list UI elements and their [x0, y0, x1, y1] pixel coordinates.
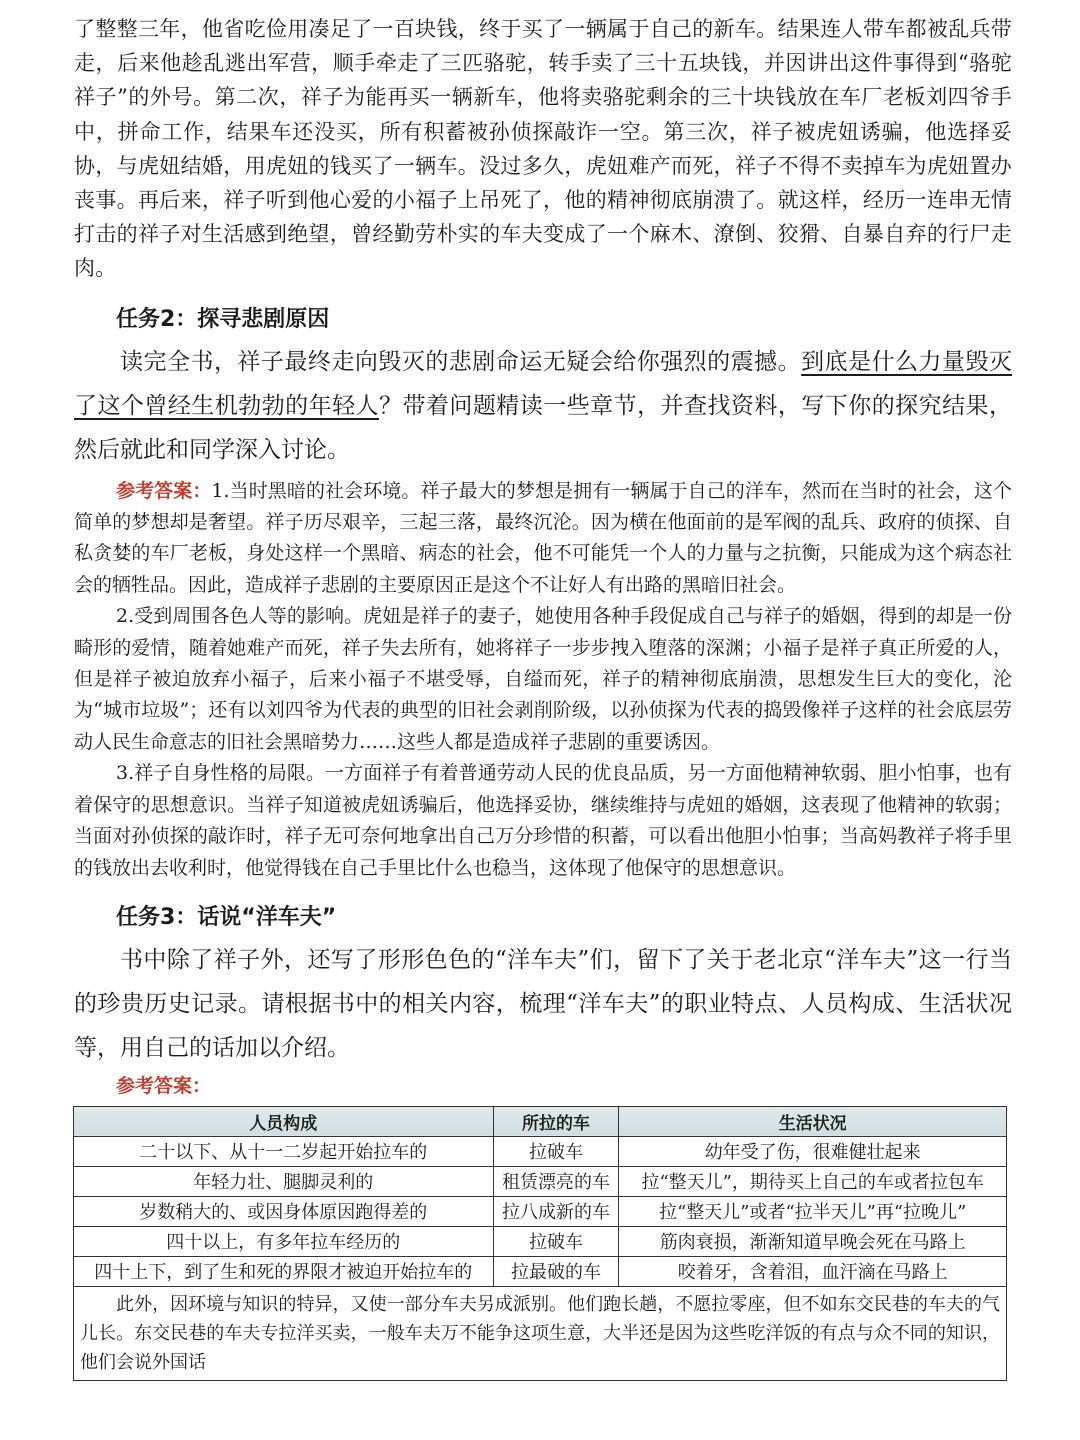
cell-vehicle: 拉八成新的车 — [493, 1196, 619, 1226]
header-vehicle: 所拉的车 — [493, 1106, 619, 1136]
task3-answer-label: 参考答案： — [116, 1074, 212, 1097]
table-note — [74, 1286, 1007, 1380]
task2-intro-underlined-question: 到底是什么力量毁灭了这个曾经生机勃勃的年轻人 — [74, 348, 1013, 419]
task2-heading: 任务2：探寻悲剧原因 — [116, 306, 330, 332]
cell-vehicle: 拉破车 — [493, 1226, 619, 1256]
table-row — [74, 1226, 1007, 1256]
task2-answer-1 — [74, 476, 1012, 602]
cell-members: 四十以上，有多年拉车经历的 — [74, 1226, 494, 1256]
table-row — [74, 1196, 1007, 1226]
table-note-text: 此外，因环境与知识的特异，又使一部分车夫另成派别。他们跑长趟，不愿拉零座，但不如东交民巷的车夫的气儿长。东交民巷的车夫专拉洋买卖，一般车夫万不能争这项生意，大半还是因为这些吃洋饭的有点与众不同的知识，他们会说外国话 — [80, 1293, 1000, 1373]
cell-vehicle: 拉破车 — [493, 1136, 619, 1166]
table-row — [74, 1166, 1007, 1196]
cell-members: 岁数稍大的、或因身体原因跑得差的 — [74, 1196, 494, 1226]
cell-members: 四十上下，到了生和死的界限才被迫开始拉车的 — [74, 1256, 494, 1286]
cell-living: 幼年受了伤，很难健壮起来 — [619, 1136, 1007, 1166]
cell-vehicle: 租赁漂亮的车 — [493, 1166, 619, 1196]
task2-answer-2: 2.受到周围各色人等的影响。虎妞是祥子的妻子，她使用各种手段促成自己与祥子的婚姻，得到的却是一份畸形的爱情，随着她难产而死，祥子失去所有，她将祥子一步步拽入堕落的深渊；小福子是祥子真正所爱的人，但是祥子被迫放弃小福子，后来小福子不堪受辱，自缢而死，祥子的精神彻底崩溃，思想发生巨大的变化，沦为“城市垃圾”；还有以刘四爷为代表的典型的旧社会剥削阶级，以孙侦探为代表的捣毁像祥子这样的社会底层劳动人民生命意志的旧社会黑暗势力……这些人都是造成祥子悲剧的重要诱因。 — [74, 605, 1012, 753]
header-living-conditions: 生活状况 — [619, 1106, 1007, 1136]
task3-heading: 任务3：话说“洋车夫” — [116, 904, 337, 930]
cell-members: 年轻力壮、腿脚灵利的 — [74, 1166, 494, 1196]
task2-answer-1-text: 1.当时黑暗的社会环境。祥子最大的梦想是拥有一辆属于自己的洋车，然而在当时的社会，这个简单的梦想却是奢望。祥子历尽艰辛，三起三落，最终沉沦。因为横在他面前的是军阀的乱兵、政府的侦探、自私贪婪的车厂老板，身处这样一个黑暗、病态的社会，他不可能凭一个人的力量与之抗衡，只能成为这个病态社会的牺牲品。因此，造成祥子悲剧的主要原因正是这个不让好人有出路的黑暗旧社会。 — [74, 479, 1012, 596]
task2-intro — [74, 340, 1012, 472]
task2-intro-text-2: ？带着问题精读一些章节，并查找资料，写下你的探究结果，然后就此和同学深入讨论。 — [74, 392, 1013, 463]
table-note-row — [74, 1286, 1007, 1380]
table-header-row — [74, 1106, 1007, 1136]
task2-answer-label: 参考答案： — [116, 479, 212, 502]
cell-living: 咬着牙，含着泪，血汗滴在马路上 — [619, 1256, 1007, 1286]
cell-living: 拉“整天儿”或者“拉半天儿”再“拉晚儿” — [619, 1196, 1007, 1226]
table-row — [74, 1136, 1007, 1166]
cell-living: 筋肉衰损，渐渐知道早晚会死在马路上 — [619, 1226, 1007, 1256]
task3-intro: 书中除了祥子外，还写了形形色色的“洋车夫”们，留下了关于老北京“洋车夫”这一行当的珍贵历史记录。请根据书中的相关内容，梳理“洋车夫”的职业特点、人员构成、生活状况等，用自己的话加以介绍。 — [74, 946, 1012, 1061]
story-summary-paragraph: 了整整三年，他省吃俭用凑足了一百块钱，终于买了一辆属于自己的新车。结果连人带车都被乱兵带走，后来他趁乱逃出军营，顺手牵走了三匹骆驼，转手卖了三十五块钱，并因讲出这件事得到“骆驼祥子”的外号。第二次，祥子为能再买一辆新车，他将卖骆驼剩余的三十块钱放在车厂老板刘四爷手中，拼命工作，结果车还没买，所有积蓄被孙侦探敲诈一空。第三次，祥子被虎妞诱骗，他选择妥协，与虎妞结婚，用虎妞的钱买了一辆车。没过多久，虎妞难产而死，祥子不得不卖掉车为虎妞置办丧事。再后来，祥子听到他心爱的小福子上吊死了，他的精神彻底崩溃了。就这样，经历一连串无情打击的祥子对生活感到绝望，曾经勤劳朴实的车夫变成了一个麻木、潦倒、狡猾、自暴自弃的行尸走肉。 — [74, 17, 1012, 281]
rickshaw-puller-table — [73, 1106, 1007, 1381]
task2-answer-3: 3.祥子自身性格的局限。一方面祥子有着普通劳动人民的优良品质，另一方面他精神软弱、胆小怕事，也有着保守的思想意识。当祥子知道被虎妞诱骗后，他选择妥协，继续维持与虎妞的婚姻，这表现了他精神的软弱；当面对孙侦探的敲诈时，祥子无可奈何地拿出自己万分珍惜的积蓄，可以看出他胆小怕事；当高妈教祥子将手里的钱放出去收利时，他觉得钱在自己手里比什么也稳当，这体现了他保守的思想意识。 — [74, 762, 1012, 879]
cell-vehicle: 拉最破的车 — [493, 1256, 619, 1286]
cell-living: 拉“整天儿”，期待买上自己的车或者拉包车 — [619, 1166, 1007, 1196]
task2-intro-text-1: 读完全书，祥子最终走向毁灭的悲剧命运无疑会给你强烈的震撼。 — [120, 348, 802, 375]
cell-members: 二十以下、从十一二岁起开始拉车的 — [74, 1136, 494, 1166]
header-members: 人员构成 — [74, 1106, 494, 1136]
table-row — [74, 1256, 1007, 1286]
